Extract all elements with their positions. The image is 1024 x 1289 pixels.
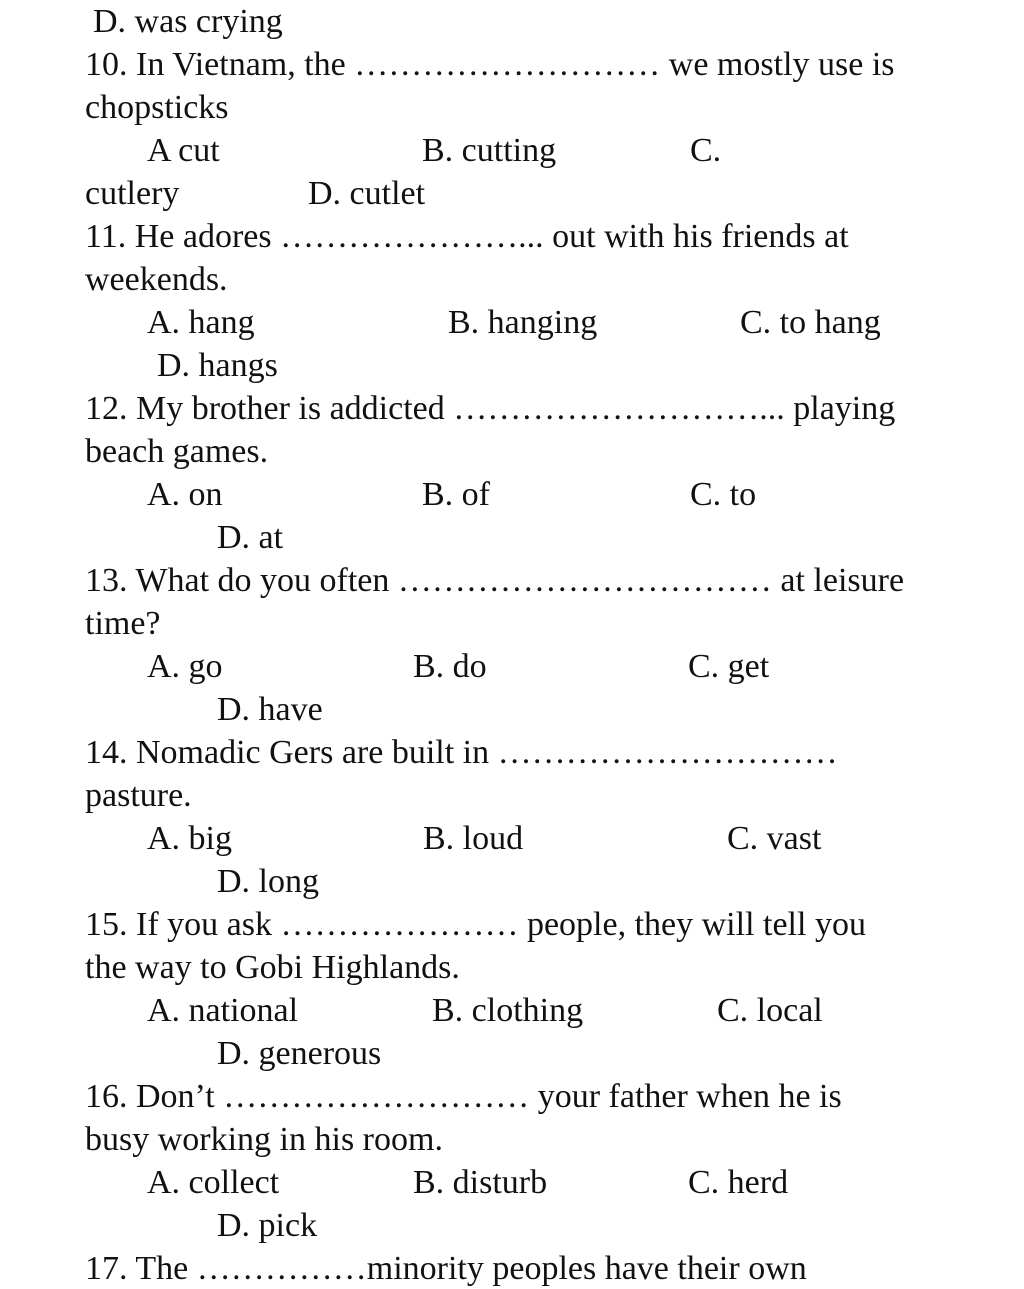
q10-option-d: D. cutlet [308,175,426,212]
q11-option-c: C. to hang [740,304,881,341]
option-d-q9: D. was crying [93,3,283,40]
question-10-text-cont: chopsticks [85,89,229,126]
q15-option-d: D. generous [217,1035,382,1072]
q13-option-d: D. have [217,691,323,728]
q11-option-b: B. hanging [448,304,598,341]
question-12-text-cont: beach games. [85,433,269,470]
q10-option-a: A cut [147,132,220,169]
question-16-text-cont: busy working in his room. [85,1121,443,1158]
question-14-text-cont: pasture. [85,777,192,814]
q14-option-a: A. big [147,820,232,857]
q15-option-a: A. national [147,992,299,1029]
question-14-text: 14. Nomadic Gers are built in ………………………… [85,734,838,771]
q11-option-d: D. hangs [157,347,278,384]
q10-option-c-cont: cutlery [85,175,180,212]
q12-option-c: C. to [690,476,757,513]
question-11-text: 11. He adores …………………... out with his friends at [85,218,849,255]
question-13-text-cont: time? [85,605,161,642]
q14-option-d: D. long [217,863,319,900]
q12-option-d: D. at [217,519,284,556]
question-16-text: 16. Don’t ……………………… your father when he is [85,1078,842,1115]
q16-option-b: B. disturb [413,1164,548,1201]
q12-option-b: B. of [422,476,490,513]
q16-option-a: A. collect [147,1164,280,1201]
question-15-text-cont: the way to Gobi Highlands. [85,949,460,986]
question-10-text: 10. In Vietnam, the ……………………… we mostly use is [85,46,895,83]
q12-option-a: A. on [147,476,223,513]
question-12-text: 12. My brother is addicted ………………………... playing [85,390,896,427]
question-15-text: 15. If you ask ………………… people, they will tell you [85,906,866,943]
q11-option-a: A. hang [147,304,255,341]
q15-option-b: B. clothing [432,992,584,1029]
question-13-text: 13. What do you often …………………………… at leisure [85,562,905,599]
q13-option-c: C. get [688,648,770,685]
question-17-text: 17. The ……………minority peoples have their own [85,1250,807,1287]
q13-option-a: A. go [147,648,223,685]
q14-option-c: C. vast [727,820,822,857]
q13-option-b: B. do [413,648,487,685]
question-11-text-cont: weekends. [85,261,228,298]
q14-option-b: B. loud [423,820,524,857]
q16-option-d: D. pick [217,1207,318,1244]
q10-option-b: B. cutting [422,132,557,169]
q10-option-c: C. [690,132,722,169]
q16-option-c: C. herd [688,1164,789,1201]
q15-option-c: C. local [717,992,823,1029]
